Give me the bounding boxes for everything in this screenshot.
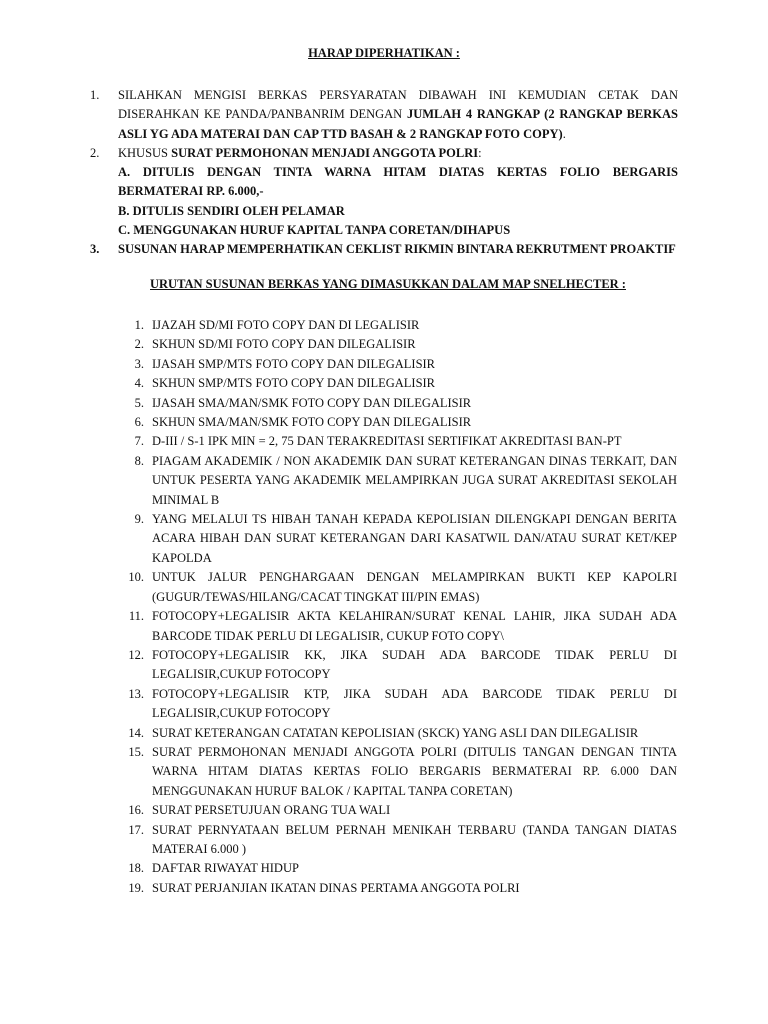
- list-item: [0, 432, 768, 451]
- list-item: [0, 452, 768, 510]
- list-item-text: FOTOCOPY+LEGALISIR AKTA KELAHIRAN/SURAT KENAL LAHIR, JIKA SUDAH ADA BARCODE TIDAK PERLU DI LEGALISIR, CUKUP FOTO COPY\: [152, 609, 677, 643]
- section-text: [118, 86, 678, 144]
- list-item: [0, 394, 768, 413]
- list-item: [0, 607, 768, 646]
- section-text-part: :: [478, 146, 482, 160]
- list-item-text: PIAGAM AKADEMIK / NON AKADEMIK DAN SURAT KETERANGAN DINAS TERKAIT, DAN UNTUK PESERTA YANG AKADEMIK MELAMPIRKAN JUGA SURAT AKREDITASI SEKOLAH MINIMAL B: [152, 453, 677, 507]
- list-heading: URUTAN SUSUNAN BERKAS YANG DIMASUKKAN DALAM MAP SNELHECTER :: [150, 277, 626, 291]
- list-item-text: SURAT PERSETUJUAN ORANG TUA WALI: [152, 803, 391, 818]
- sub-item-text: MENGGUNAKAN HURUF KAPITAL TANPA CORETAN/DIHAPUS: [133, 223, 511, 237]
- list-item: [0, 859, 768, 878]
- list-item: [0, 685, 768, 724]
- list-item-number: 16.: [128, 803, 144, 818]
- list-item-number: 9.: [134, 512, 144, 527]
- list-item: [0, 646, 768, 685]
- list-item-number: 1.: [134, 318, 144, 332]
- section-number: 2.: [90, 146, 100, 160]
- section-text: [118, 144, 678, 163]
- section-2: [90, 144, 678, 163]
- section-text-part: SILAHKAN MENGISI BERKAS PERSYARATAN DIBAWAH INI KEMUDIAN CETAK DAN DISERAHKAN KE PANDA/PANBANRIM DENGAN: [118, 88, 678, 122]
- section-3: [90, 240, 678, 259]
- section-text-part: .: [562, 126, 566, 141]
- list-item-text: DAFTAR RIWAYAT HIDUP: [152, 861, 299, 876]
- sub-item-text: DITULIS DENGAN TINTA WARNA HITAM DIATAS KERTAS FOLIO BERGARIS BERMATERAI RP. 6.000,-: [118, 165, 678, 199]
- list-item-text: SKHUN SMP/MTS FOTO COPY DAN DILEGALISIR: [152, 376, 436, 391]
- list-item: [0, 335, 768, 354]
- sub-item-b: [118, 202, 678, 221]
- list-item-text: D-III / S-1 IPK MIN = 2, 75 DAN TERAKREDITASI SERTIFIKAT AKREDITASI BAN-PT: [152, 434, 622, 449]
- list-item-number: 6.: [134, 415, 144, 430]
- list-item-number: 11.: [128, 609, 144, 624]
- sub-item-label: A.: [118, 165, 131, 179]
- document-list: [0, 316, 768, 898]
- section-text-bold: SURAT PERMOHONAN MENJADI ANGGOTA POLRI: [171, 146, 479, 160]
- list-item: [0, 374, 768, 393]
- list-item-text: FOTOCOPY+LEGALISIR KTP, JIKA SUDAH ADA BARCODE TIDAK PERLU DI LEGALISIR,CUKUP FOTOCOPY: [152, 686, 677, 721]
- list-item-text: SKHUN SMA/MAN/SMK FOTO COPY DAN DILEGALISIR: [152, 415, 472, 430]
- list-item: [0, 316, 768, 335]
- sub-item-text: DITULIS SENDIRI OLEH PELAMAR: [132, 204, 345, 218]
- list-item: [0, 801, 768, 820]
- list-item-text: UNTUK JALUR PENGHARGAAN DENGAN MELAMPIRKAN BUKTI KEP KAPOLRI (GUGUR/TEWAS/HILANG/CACAT TINGKAT III/PIN EMAS): [152, 570, 677, 604]
- list-item-number: 3.: [134, 356, 144, 371]
- list-item-text: YANG MELALUI TS HIBAH TANAH KEPADA KEPOLISIAN DILENGKAPI DENGAN BERITA ACARA HIBAH DAN SURAT KETERANGAN DARI KASATWIL DAN/ATAU SURAT KET/KEP KAPOLDA: [152, 512, 677, 565]
- list-item-text: SURAT PERJANJIAN IKATAN DINAS PERTAMA ANGGOTA POLRI: [152, 880, 520, 895]
- list-item-text: SURAT KETERANGAN CATATAN KEPOLISIAN (SKCK) YANG ASLI DAN DILEGALISIR: [152, 725, 639, 740]
- list-item: [0, 743, 768, 801]
- list-item-number: 19.: [128, 880, 144, 895]
- section-1: [90, 86, 678, 144]
- sub-item-label: B.: [118, 204, 130, 218]
- list-item-text: SURAT PERMOHONAN MENJADI ANGGOTA POLRI (DITULIS TANGAN DENGAN TINTA WARNA HITAM DIATAS KERTAS FOLIO BERGARIS BERMATERAI RP. 6.000 DAN MENGGUNAKAN HURUF BALOK / KAPITAL TANPA CORETAN): [152, 744, 677, 798]
- list-item-number: 10.: [128, 570, 144, 585]
- list-item-number: 8.: [134, 453, 144, 468]
- list-item-number: 4.: [134, 376, 144, 391]
- list-item-number: 5.: [134, 395, 144, 410]
- section-text-bold: JUMLAH 4 RANGKAP (2 RANGKAP BERKAS ASLI YG ADA MATERAI DAN CAP TTD BASAH & 2 RANGKAP FOTO COPY): [118, 107, 678, 141]
- list-item-number: 18.: [128, 861, 144, 876]
- list-item: [0, 568, 768, 607]
- list-item-number: 13.: [128, 686, 144, 701]
- sub-item-c: [118, 221, 678, 240]
- list-item-text: SURAT PERNYATAAN BELUM PERNAH MENIKAH TERBARU (TANDA TANGAN DIATAS MATERAI 6.000 ): [152, 822, 677, 856]
- list-item-text: FOTOCOPY+LEGALISIR KK, JIKA SUDAH ADA BARCODE TIDAK PERLU DI LEGALISIR,CUKUP FOTOCOPY: [152, 647, 677, 682]
- list-item-text: SKHUN SD/MI FOTO COPY DAN DILEGALISIR: [152, 337, 416, 352]
- section-number: 1.: [90, 88, 100, 102]
- list-item-number: 15.: [128, 744, 144, 759]
- list-item-text: IJASAH SMA/MAN/SMK FOTO COPY DAN DILEGALISIR: [152, 395, 472, 410]
- section-text: SUSUNAN HARAP MEMPERHATIKAN CEKLIST RIKMIN BINTARA REKRUTMENT PROAKTIF: [118, 242, 676, 256]
- list-item: [0, 821, 768, 860]
- list-item-number: 17.: [128, 822, 144, 837]
- section-number: 3.: [90, 242, 100, 256]
- list-item-text: IJAZAH SD/MI FOTO COPY DAN DI LEGALISIR: [152, 318, 420, 332]
- list-item: [0, 724, 768, 743]
- list-item: [0, 879, 768, 898]
- list-item-number: 7.: [134, 434, 144, 449]
- section-text-part: KHUSUS: [118, 146, 172, 160]
- list-item: [0, 355, 768, 374]
- sub-item-label: C.: [118, 223, 131, 237]
- list-item: [0, 413, 768, 432]
- sub-item-a: [118, 163, 678, 202]
- list-item-number: 2.: [134, 337, 144, 352]
- list-item-number: 14.: [128, 725, 144, 740]
- list-item-text: IJASAH SMP/MTS FOTO COPY DAN DILEGALISIR: [152, 356, 436, 371]
- list-item: [0, 510, 768, 568]
- list-item-number: 12.: [128, 647, 144, 662]
- page-title: HARAP DIPERHATIKAN :: [308, 46, 460, 60]
